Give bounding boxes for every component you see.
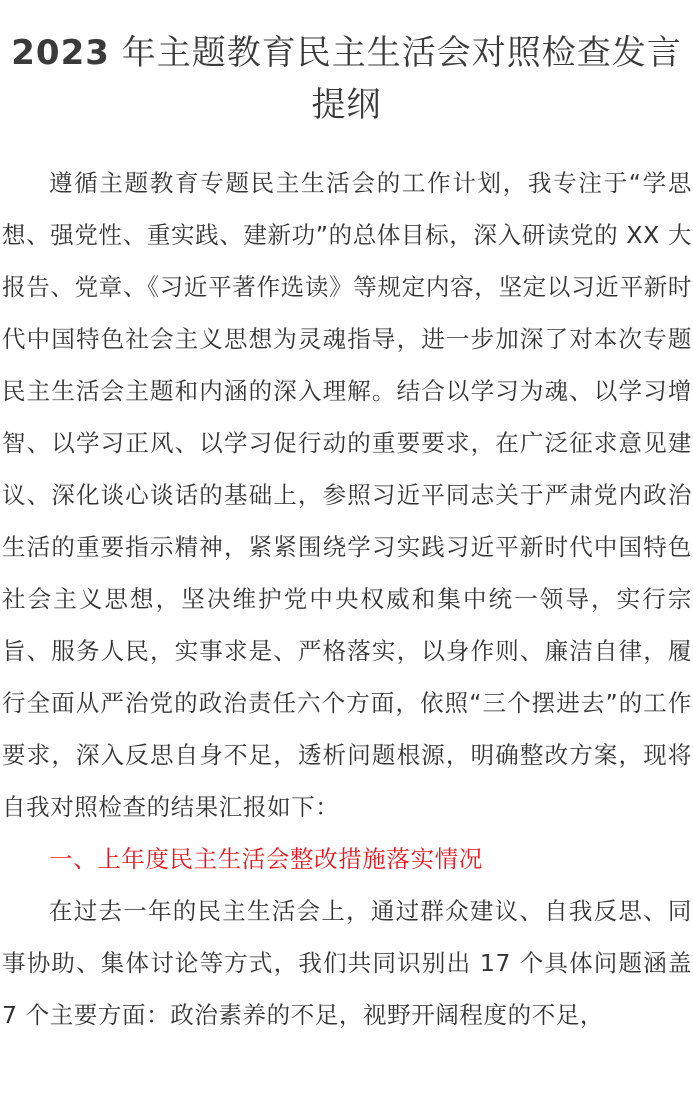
document-title <box>0 27 693 131</box>
section-paragraph: 在过去一年的民主生活会上，通过群众建议、自我反思、同事协助、集体讨论等方式，我们共同识别出 17 个具体问题涵盖 7 个主要方面：政治素养的不足，视野开阔程度的不足， <box>2 897 692 1029</box>
intro-paragraph: 遵循主题教育专题民主生活会的工作计划，我专注于“学思想、强党性、重实践、建新功”的总体目标，深入研读党的 XX 大报告、党章、《习近平著作选读》等规定内容，坚定以习近平新时代中国特色社会主义思想为灵魂指导，进一步加深了对本次专题民主生活会主题和内涵的深入理解。结合以学习为魂、以学习增智、以学习正风、以学习促行动的重要要求，在广泛征求意见建议、深化谈心谈话的基础上，参照习近平同志关于严肃党内政治生活的重要指示精神，紧紧围绕学习实践习近平新时代中国特色社会主义思想，坚决维护党中央权威和集中统一领导，实行宗旨、服务人民，实事求是、严格落实，以身作则、廉洁自律，履行全面从严治党的政治责任六个方面，依照“三个摆进去”的工作要求，深入反思自身不足，透析问题根源，明确整改方案，现将自我对照检查的结果汇报如下： <box>2 169 692 821</box>
title-text: 年主题教育民主生活会对照检查发言提纲 <box>109 33 682 125</box>
document-body <box>2 157 692 1041</box>
section-heading: 一、上年度民主生活会整改措施落实情况 <box>49 845 483 873</box>
title-year: 2023 <box>11 33 110 73</box>
